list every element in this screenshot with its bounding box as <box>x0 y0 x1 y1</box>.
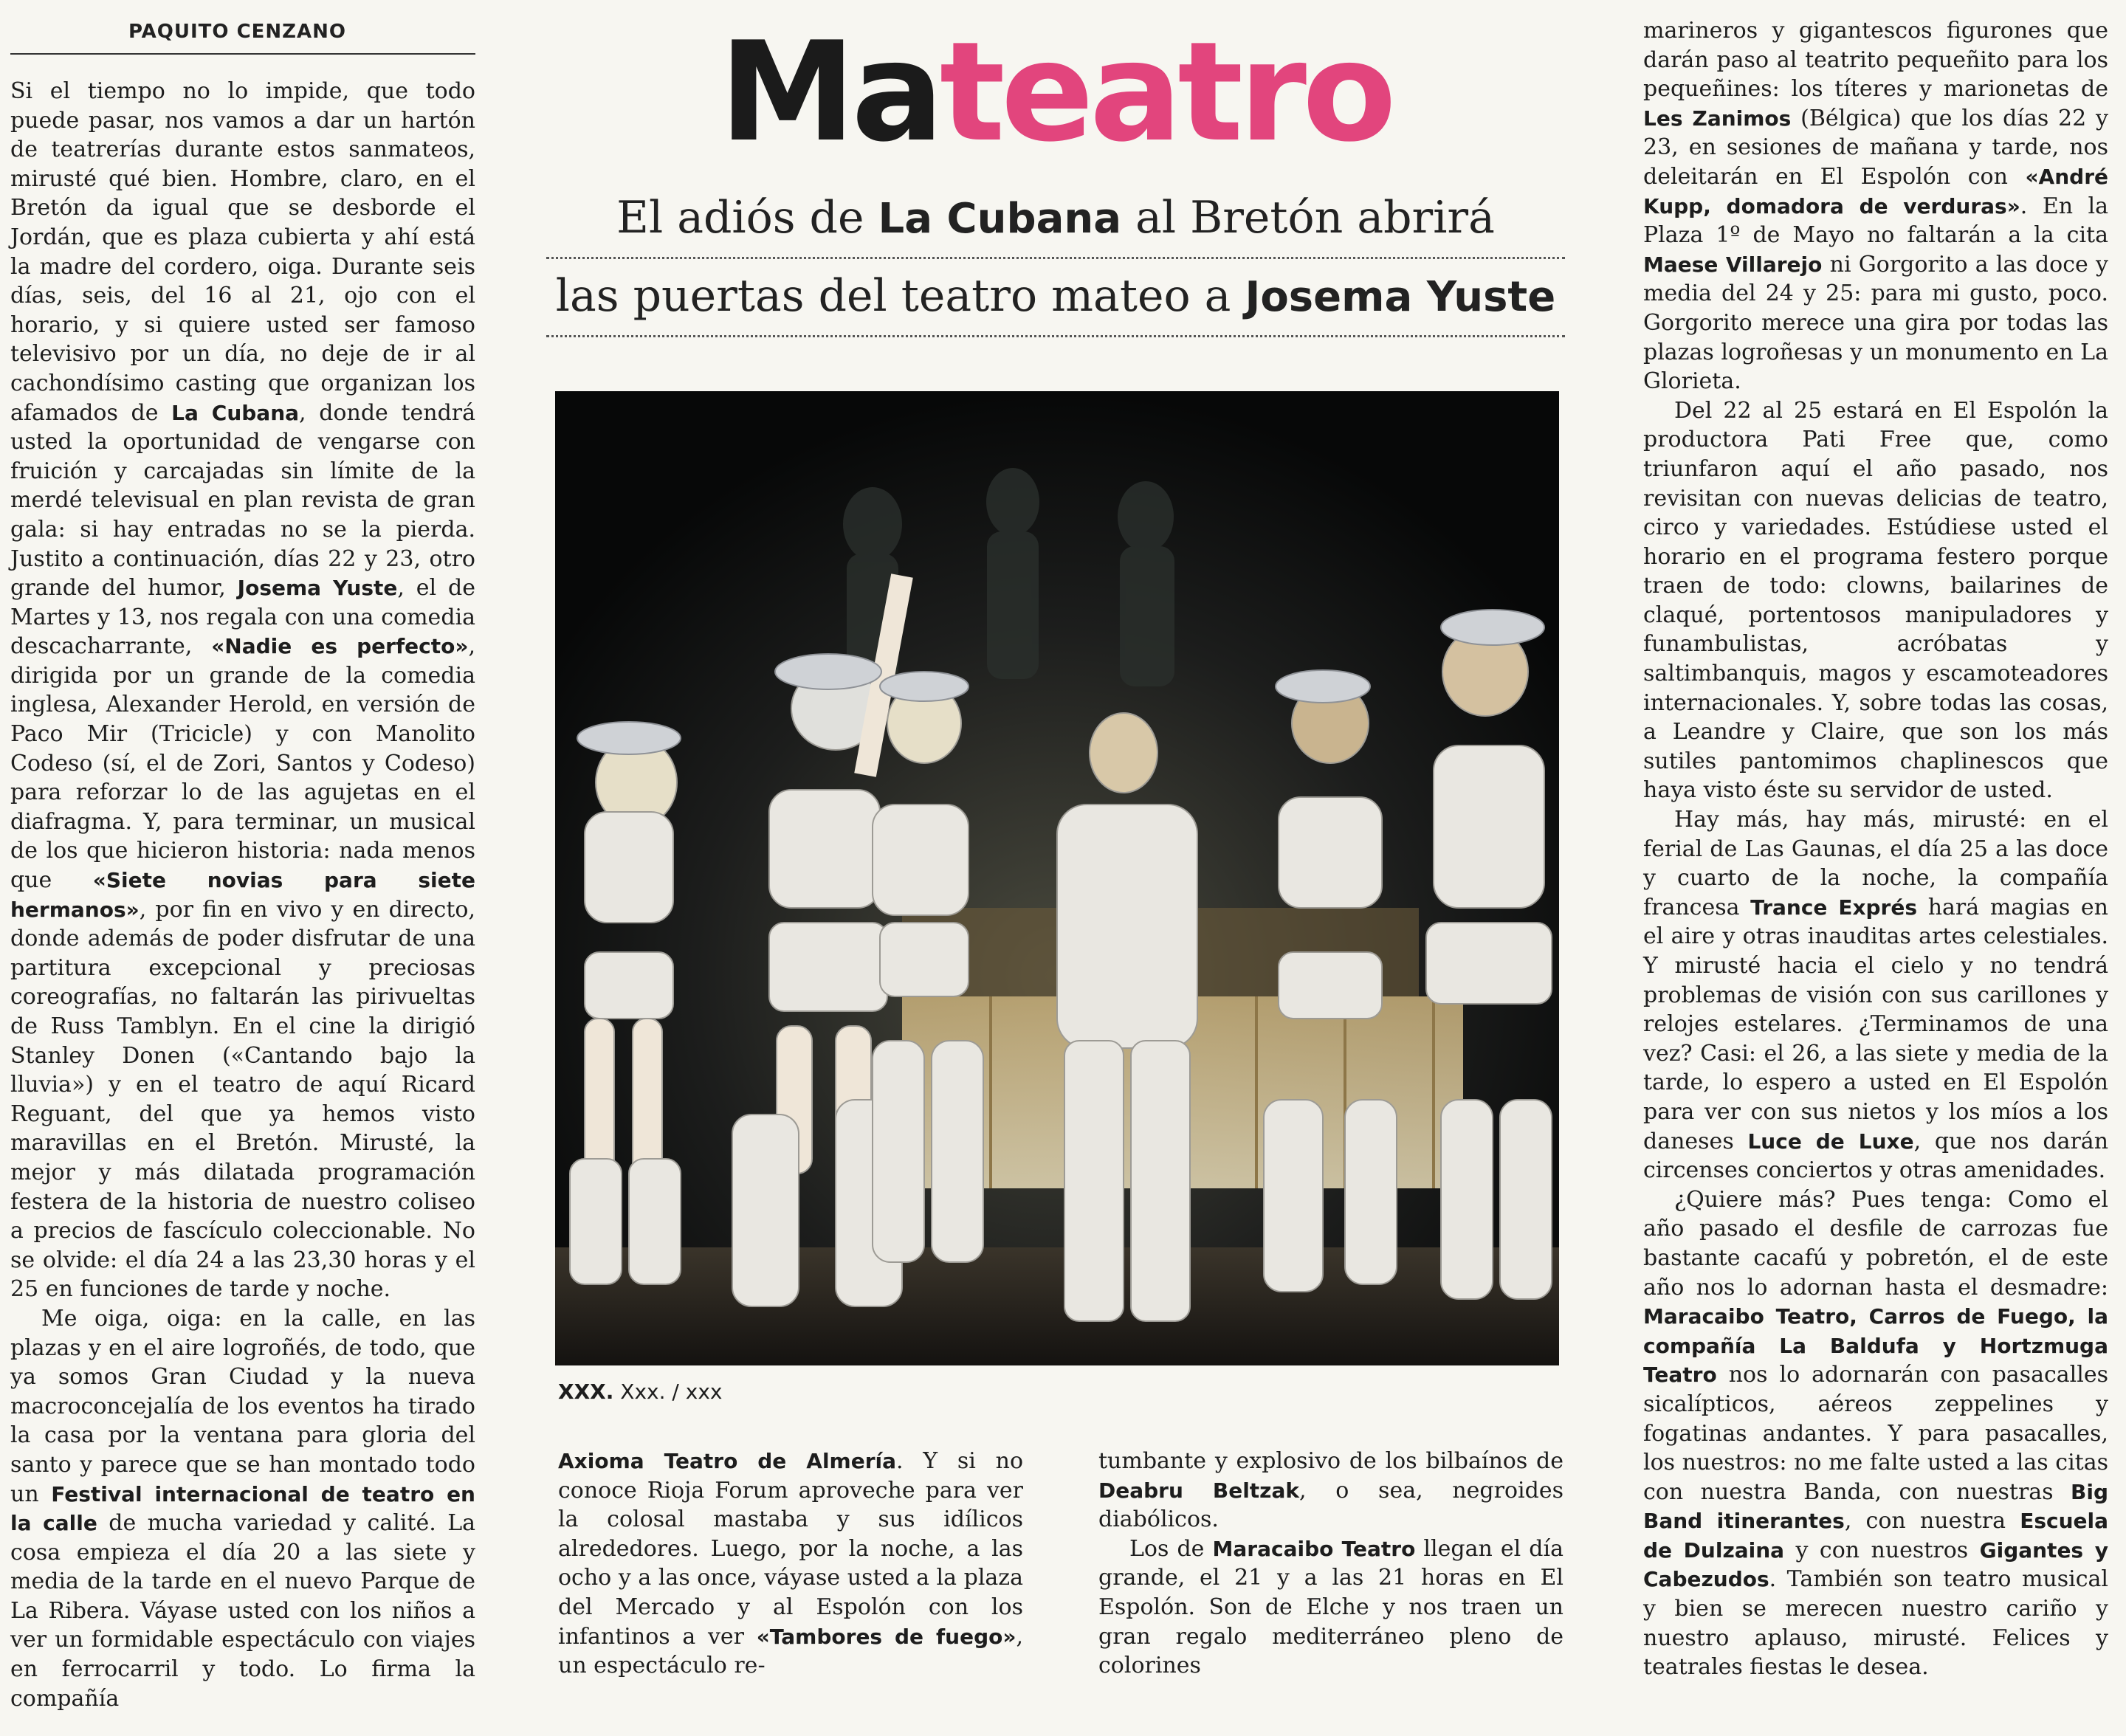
bold-run: Deabru Beltzak <box>1098 1478 1299 1503</box>
headline-line1-bold: La Cubana <box>878 195 1122 243</box>
paragraph <box>1643 805 2108 1185</box>
bold-run: Trance Exprés <box>1750 895 1918 920</box>
bold-run: Luce de Luxe <box>1747 1129 1914 1154</box>
article-column-mid-1 <box>558 1447 1023 1681</box>
byline-rule <box>10 53 475 55</box>
stage-photo-illustration <box>555 391 1559 1365</box>
paragraph <box>558 1447 1023 1681</box>
text-run: , que nos darán circenses conciertos y otras amenidades. <box>1643 1128 2109 1184</box>
bold-run: «André Kupp, domadora de verduras» <box>1643 164 2108 218</box>
masthead-part2: teatro <box>939 12 1392 172</box>
bold-run: Josema Yuste <box>237 576 398 601</box>
paragraph <box>10 1304 475 1713</box>
headline-divider-2 <box>546 335 1565 337</box>
photo-caption-text: Xxx. / xxx <box>613 1380 723 1404</box>
masthead-part1: Ma <box>719 12 940 172</box>
text-run: (Bélgica) que los días 22 y 23, en sesiones de mañana y tarde, nos deleitarán en El Espolón con <box>1643 105 2108 190</box>
text-run: . En la Plaza 1º de Mayo no faltarán a la cita <box>1643 193 2108 249</box>
text-run: llegan el día grande, el 21 y a las 21 horas en El Espolón. Son de Elche y nos traen un gran regalo mediterráneo pleno de colorines <box>1098 1535 1563 1679</box>
article-column-right <box>1643 16 2108 1682</box>
text-run: Los de <box>1129 1535 1213 1562</box>
headline-line1 <box>546 186 1565 251</box>
paragraph <box>10 77 475 1304</box>
bold-run: La Cubana <box>171 400 300 425</box>
text-run: marineros y gigantescos figurones que darán paso al teatrito pequeñito para los pequeñines: los títeres y marionetas de <box>1643 18 2108 103</box>
headline-divider-1 <box>546 257 1565 259</box>
text-run: ni Gorgorito a las doce y media del 24 y 25: para mi gusto, poco. Gorgorito merece una gira por todas las plazas logroñesas y un monumento en La Glorieta. <box>1643 251 2108 395</box>
text-run: , el de Martes y 13, nos regala con una comedia descacharrante, <box>10 575 475 660</box>
bold-run: «Siete novias para siete hermanos» <box>10 868 475 922</box>
photo-caption-bold: XXX. <box>558 1380 614 1404</box>
bold-run: Maracaibo Teatro, Carros de Fuego, la compañía La Baldufa y Hortzmuga Teatro <box>1643 1304 2108 1388</box>
text-run: , con nuestra <box>1844 1508 2020 1534</box>
bold-run: «Tambores de fuego» <box>756 1624 1016 1649</box>
article-column-mid-2 <box>1098 1447 1563 1681</box>
photo-caption <box>558 1377 1444 1407</box>
text-run: , un espectáculo re- <box>558 1623 1023 1679</box>
text-run: tumbante y explosivo de los bilbaínos de <box>1098 1448 1563 1474</box>
text-run: , por fin en vivo y en directo, donde además de poder disfrutar de una partitura excepcional y preciosas coreografías, no faltarán las pirivueltas de Russ Tamblyn. En el cine la dirigió Stanley Donen («Cantando bajo la lluvia») y en el teatro de aquí Ricard Reguant, del que ya hemos visto maravillas en el Bretón. Mirusté, la mejor y más dilatada programación festera de la historia de nuestro coliseo a precios de fascículo coleccionable. No se olvide: el día 24 a las 23,30 horas y el 25 en funciones de tarde y noche. <box>10 896 475 1303</box>
paragraph <box>1643 16 2108 396</box>
bold-run: Les Zanimos <box>1643 106 1792 131</box>
article-column-left <box>10 77 475 1713</box>
bold-run: Big Band itinerantes <box>1643 1479 2108 1534</box>
text-run: Me oiga, oiga: en la calle, en las plazas y en el aire logroñés, de todo, que ya somos Gran Ciudad y la nueva macroconcejalía de los eventos ha tirado la casa por la ventana para gloria del santo y parece que se han montado todo un <box>10 1305 475 1507</box>
headline-line2-bold: Josema Yuste <box>1245 273 1556 321</box>
byline: PAQUITO CENZANO <box>128 21 347 43</box>
text-run: de mucha variedad y calité. La cosa empieza el día 20 a las siete y media de la tarde en el nuevo Parque de La Ribera. Váyase usted con los niños a ver un formidable espectáculo con viajes en ferrocarril y todo. Lo firma la compañía <box>10 1510 476 1712</box>
text-run: y con nuestros <box>1784 1537 1980 1563</box>
text-run: , donde tendrá usted la oportunidad de vengarse con fruición y carcajadas sin límite de la merdé televisual en plan revista de gran gala: si hay entradas no se la pierda. Justito a continuación, días 22 y 23, otro grande del humor, <box>10 399 476 602</box>
bold-run: Maese Villarejo <box>1643 252 1823 277</box>
stage-photo <box>555 391 1559 1365</box>
text-run: , dirigida por un grande de la comedia inglesa, Alexander Herold, en versión de Paco Mir (Tricicle) y con Manolito Codeso (sí, el de Zori, Santos y Codeso) para reforzar lo de las agujetas en el diafragma. Y, para terminar, un musical de los que hicieron historia: nada menos que <box>10 633 475 894</box>
text-run: nos lo adornarán con pasacalles sicalípticos, aéreos zeppelines y fogatinas andantes. Y para pasacalles, los nuestros: no me falte usted a las citas con nuestra Banda, con nuestras <box>1643 1362 2108 1505</box>
byline-block <box>10 15 475 55</box>
headline-line2-pre: las puertas del teatro mateo a <box>555 270 1245 322</box>
text-run: . Y si no conoce Rioja Forum aproveche para ver la colosal mastaba y sus idílicos alrededores. Luego, por la noche, a las ocho y a las once, váyase usted a la plaza del Mercado y al Espolón con los infantinos a ver <box>558 1448 1024 1650</box>
bold-run: «Nadie es perfecto» <box>211 634 469 659</box>
text-run: ¿Quiere más? Pues tenga: Como el año pasado el desfile de carrozas fue bastante cacafú y pobretón, el de este año nos lo adornan hasta el desmadre: <box>1643 1186 2108 1301</box>
text-run: , o sea, negroides diabólicos. <box>1098 1477 1563 1533</box>
bold-run: Escuela de Dulzaina <box>1643 1509 2108 1563</box>
headline-line1-pre: El adiós de <box>616 192 878 244</box>
bold-run: Axioma Teatro de Almería <box>558 1449 897 1473</box>
text-run: . También son teatro musical y bien se merecen nuestro cariño y nuestro aplauso, mirusté. Felices y teatrales fiestas le desea. <box>1643 1566 2108 1681</box>
bold-run: Gigantes y Cabezudos <box>1643 1537 2108 1592</box>
paragraph <box>1098 1534 1563 1681</box>
paragraph <box>1643 396 2108 805</box>
paragraph <box>1643 1185 2108 1682</box>
text-run: Si el tiempo no lo impide, que todo puede pasar, nos vamos a dar un hartón de teatrerías durante estos sanmateos, mirusté qué bien. Hombre, claro, en el Bretón da igual que se desborde el Jordán, que es plaza cubierta y ahí está la madre del cordero, oiga. Durante seis días, seis, del 16 al 21, ojo con el horario, y si quiere usted ser famoso televisivo por un día, no deje de ir al cachondísimo casting que organizan los afamados de <box>10 78 475 426</box>
text-run: hará magias en el aire y otras inauditas artes celestiales. Y mirusté hacia el cielo y no tendrá problemas de visión con sus carillones y relojes estelares. ¿Terminamos de una vez? Casi: el 26, a las siete y media de la tarde, lo espero a usted en El Espolón para ver con sus nietos y los míos a los daneses <box>1643 894 2108 1154</box>
headline-line2 <box>546 264 1565 329</box>
bold-run: Maracaibo Teatro <box>1212 1536 1416 1561</box>
text-run: Del 22 al 25 estará en El Espolón la productora Pati Free que, como triunfaron aquí el año pasado, nos revisitan con nuevas delicias de teatro, circo y variedades. Estúdiese usted el horario en el programa festero porque traen de todo: clowns, bailarines de claqué, portentosos manipuladores y funambulistas, acróbatas y saltimbanquis, magos y escamoteadores internacionales. Y, sobre todas las cosas, a Leandre y Claire, que son los más sutiles pantomimos chaplinescos que haya visto éste su servidor de usted. <box>1643 397 2108 804</box>
paragraph <box>1098 1447 1563 1534</box>
section-masthead <box>546 12 1565 172</box>
bold-run: Festival internacional de teatro en la calle <box>10 1481 475 1536</box>
text-run: Hay más, hay más, mirusté: en el ferial de Las Gaunas, el día 25 a las doce y cuarto de la noche, la compañía francesa <box>1643 807 2108 920</box>
headline-line1-post: al Bretón abrirá <box>1121 192 1495 244</box>
